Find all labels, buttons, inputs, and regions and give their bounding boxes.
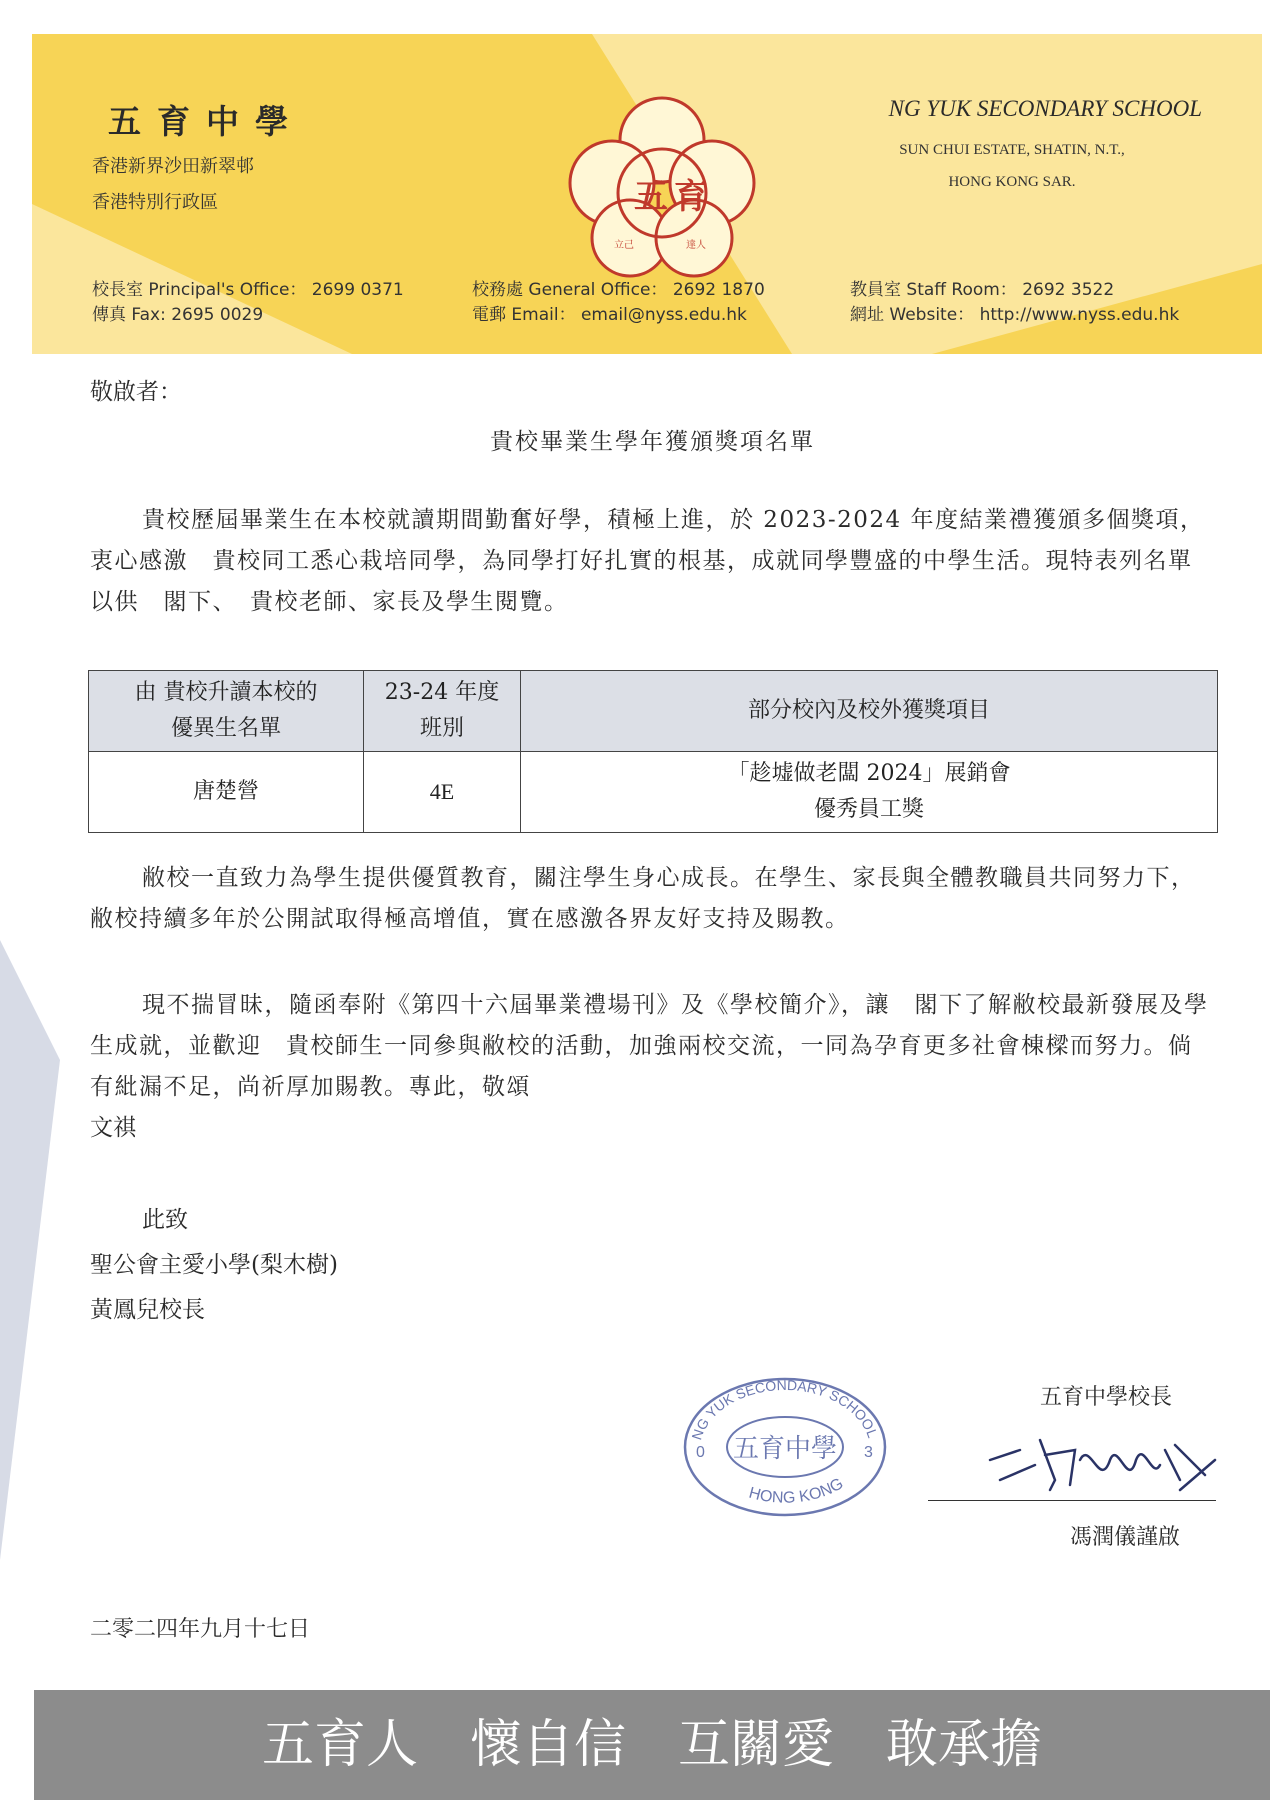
signer-name: 馮潤儀謹啟 [1070,1525,1181,1550]
letterhead [32,34,1262,354]
website-link[interactable]: 網址 Website： http://www.nyss.edu.hk [850,305,1180,325]
recipient-school: 聖公會主愛小學(梨木樹) [90,1252,338,1278]
paragraph-1: 貴校歷屆畢業生在本校就讀期間勤奮好學，積極上進，於 2023-2024 年度結業禮獲頒多個獎項，衷心感激 貴校同工悉心栽培同學，為同學打好扎實的根基，成就同學豐盛的中學生活。現特表列名單以供 閣下、 貴校老師、家長及學生閱覽。 [90,507,1205,615]
principal-office-phone: 校長室 Principal's Office： 2699 0371 [92,280,404,300]
stamp-left: 0 [696,1444,705,1461]
stamp-outer-top: NG YUK SECONDARY SCHOOL [688,1376,881,1442]
letter-title: 貴校畢業生學年獲頒獎項名單 [490,429,815,455]
salutation: 敬啟者： [90,379,182,405]
stamp-outer-bottom: HONG KONG [747,1475,847,1507]
school-motto: 五育人 懷自信 互關愛 敢承擔 [261,1715,1042,1775]
logo-char-2: 育 [674,177,708,217]
awards-table [88,670,1218,833]
paragraph-3: 現不揣冒昧，隨函奉附《第四十六屆畢業禮場刊》及《學校簡介》，讓 閣下了解敝校最新發展及學生成就，並歡迎 貴校師生一同參與敝校的活動，加強兩校交流，一同為孕育更多社會棟樑而努力。倘有紕漏不足，尚祈厚加賜教。專此，敬頌 [90,992,1209,1100]
student-name: 唐楚營 [89,752,364,833]
header-student-name: 由 貴校升讀本校的 優異生名單 [89,671,364,752]
student-class: 4E [364,752,521,833]
stamp-right: 3 [864,1444,873,1461]
header-class: 23-24 年度 班別 [364,671,521,752]
award-line-2: 優秀員工獎 [813,797,924,822]
paragraph-2: 敝校一直致力為學生提供優質教育，關注學生身心成長。在學生、家長與全體教職員共同努力下，敝校持續多年於公開試取得極高增值，實在感激各界友好支持及賜教。 [90,865,1196,932]
letter-date: 二零二四年九月十七日 [90,1617,311,1642]
logo-small-1: 立己 [614,240,634,251]
recipient-name: 黃鳳兒校長 [90,1297,205,1323]
handwritten-signature [980,1420,1220,1500]
table-row [89,752,1218,833]
award-cell [521,752,1218,833]
svg-text:HONG KONG [747,1475,846,1507]
svg-text:NG YUK SECONDARY SCHOOL [688,1377,881,1442]
contact-block-1 [92,278,404,328]
address-zh-line2: 香港特別行政區 [92,192,218,213]
awards-table-header [89,671,1218,752]
school-name-zh: 五育中學 [108,102,304,141]
closing-blessing: 文祺 [90,1115,136,1141]
fax-number: 傳真 Fax: 2695 0029 [92,305,264,325]
left-decorative-shape [0,940,60,1560]
address-en-line2: HONG KONG SAR. [948,174,1076,190]
logo-char-1: 五 [634,177,668,217]
stamp-center: 五育中學 [732,1434,838,1464]
to-line-1: 此致 [142,1207,188,1233]
contact-block-3 [850,278,1179,328]
contact-block-2 [472,278,765,328]
signature-line [928,1500,1216,1501]
general-office-phone: 校務處 General Office： 2692 1870 [472,280,765,300]
signer-title: 五育中學校長 [1040,1385,1173,1410]
school-logo [562,88,762,288]
address-zh-line1: 香港新界沙田新翠邨 [92,156,254,177]
school-stamp [680,1375,890,1520]
staff-room-phone: 教員室 Staff Room： 2692 3522 [850,280,1115,300]
school-name-en: NG YUK SECONDARY SCHOOL [888,96,1202,121]
footer-banner [34,1690,1270,1800]
award-line-1: 「趁墟做老闆 2024」展銷會 [727,761,1011,786]
email-address[interactable]: 電郵 Email： email@nyss.edu.hk [472,305,747,325]
address-en-line1: SUN CHUI ESTATE, SHATIN, N.T., [899,142,1125,158]
logo-small-2: 達人 [686,240,706,251]
header-award: 部分校內及校外獲獎項目 [521,671,1218,752]
